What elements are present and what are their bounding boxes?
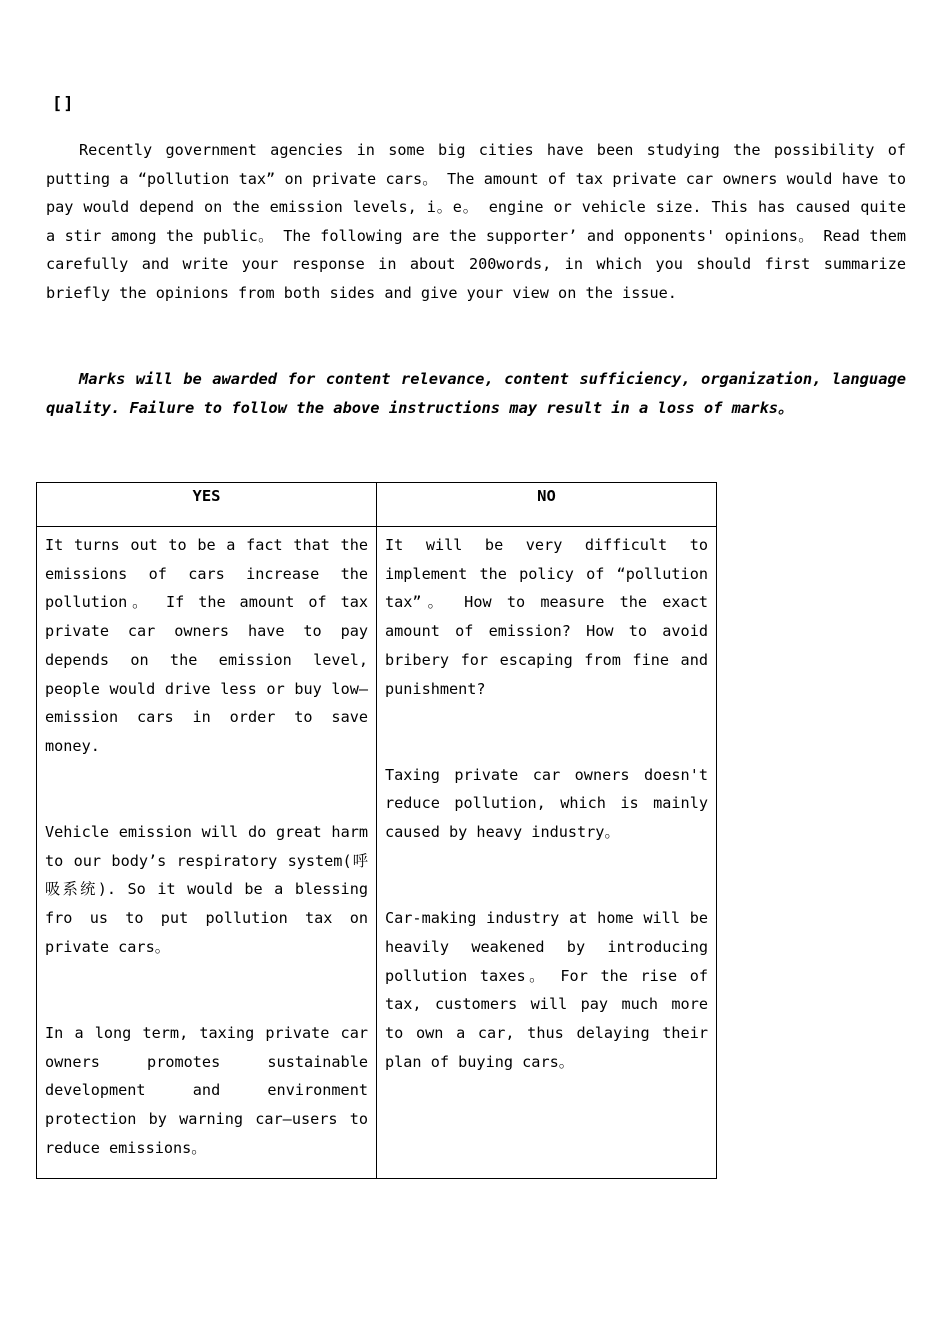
table-row — [37, 527, 717, 1179]
yes-opinion-1: It turns out to be a fact that the emissions of cars increase the pollution。 If the amount of tax private car owners have to pay depends on the emission level, people would drive less or buy low—emission cars in order to save money. — [45, 536, 368, 755]
cell-spacer — [45, 761, 368, 818]
yes-opinion-2: Vehicle emission will do great harm to our body’s respiratory system(呼吸系统). So it would be a blessing fro us to put pollution tax on private cars。 — [45, 823, 368, 956]
opinions-table — [36, 482, 717, 1179]
column-header-no: NO — [377, 483, 717, 527]
placeholder-bracket: [] — [52, 94, 75, 114]
yes-column-cell — [37, 527, 377, 1179]
column-header-yes: YES — [37, 483, 377, 527]
cell-spacer — [45, 962, 368, 1019]
no-opinion-3: Car-making industry at home will be heavily weakened by introducing pollution taxes。 For the rise of tax, customers will pay much more to own a car, thus delaying their plan of buying cars。 — [385, 909, 708, 1071]
no-column-cell — [377, 527, 717, 1179]
no-opinion-2: Taxing private car owners doesn't reduce pollution, which is mainly caused by heavy industry。 — [385, 765, 708, 842]
table-header-row — [37, 483, 717, 527]
marking-note: Marks will be awarded for content relevance, content sufficiency, organization, language quality. Failure to follow the above instructions may result in a loss of marks。 — [46, 370, 906, 417]
yes-opinion-3: In a long term, taxing private car owners promotes sustainable development and environment protection by warning car—users to reduce emissions。 — [45, 1023, 368, 1157]
cell-spacer — [385, 703, 708, 760]
instructions-paragraph: Recently government agencies in some big cities have been studying the possibility of putting a “pollution tax” on private cars。 The amount of tax private car owners would have to pay would depend on the emission levels, i。e。 engine or vehicle size. This has caused quite a stir among the public。 The following are the supporter’ and opponents' opinions。 Read them carefully and write your response in about 200words, in which you should first summarize briefly the opinions from both sides and give your view on the issue. — [46, 141, 906, 302]
no-opinion-1: It will be very difficult to implement the policy of “pollution tax”。 How to measure the exact amount of emission? How to avoid bribery for escaping from fine and punishment? — [385, 536, 708, 698]
cell-spacer — [385, 847, 708, 904]
